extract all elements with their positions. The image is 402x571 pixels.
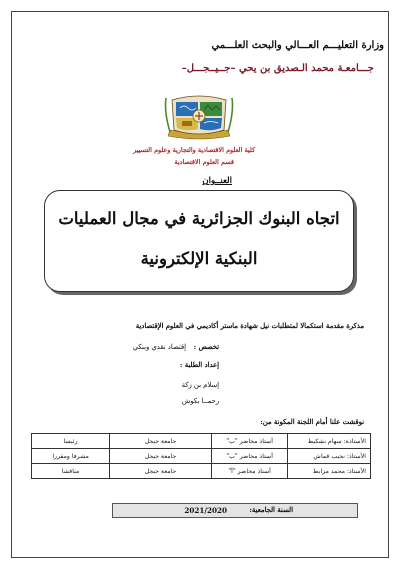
academic-year-label: السنة الجامعية: [249,506,293,514]
jury-member-role: مشرفا ومقررا [32,449,110,464]
jury-member-university: جامعة جيجل [110,449,212,464]
university-logo-icon [162,92,236,142]
department-name: قسم العلوم الاقتصادية [174,158,234,166]
jury-table [31,433,371,479]
jury-member-name: الأستاذة: سهام بشكيط [288,434,371,449]
jury-member-rank: أستاذ محاضر "أ" [211,464,288,479]
thesis-title-line-1: اتجاه البنوك الجزائرية في مجال العمليات [58,209,340,228]
jury-member-rank: أستاذ محاضر "ب" [211,434,288,449]
jury-member-name: الأستاذ: محمد مزابط [288,464,371,479]
jury-member-rank: أستاذ محاضر "ب" [211,449,288,464]
thesis-title-box [44,190,354,292]
committee-label: نوقشت علنا أمام اللجنة المكونة من: [260,418,364,426]
table-row [32,434,371,449]
jury-member-role: مناقشا [32,464,110,479]
academic-year-box [112,503,358,518]
jury-member-name: الأستاذ: نجيب قماش [288,449,371,464]
academic-year-value: 2021/2020 [184,505,227,515]
faculty-name: كلية العلوم الاقتصادية والتجارية وعلوم التسيير [133,146,255,154]
jury-member-role: رئيسا [32,434,110,449]
student-name: رحمــا بكوش [181,397,219,405]
university-name: جـــامعـة محمد الـصديق بن يحي –جــيــجـــل– [181,63,374,74]
ministry-name: وزارة التعليـــم العـــالي والبحث العلـــمي [211,40,384,51]
students-label: إعداد الطلبة : [179,361,219,369]
table-row [32,449,371,464]
memo-statement: مذكرة مقدمة استكمالا لمتطلبات نيل شهادة ماستر أكاديمي في العلوم الإقتصادية [135,322,364,330]
thesis-title-line-2: البنكية الإلكترونية [140,249,258,268]
table-row [32,464,371,479]
specialty-value: إقتصاد نقدي وبنكي [132,343,186,351]
student-name: إسلام بن زكة [181,381,219,389]
jury-member-university: جامعة جيجل [110,434,212,449]
specialty-label: تخصص : [193,343,219,351]
title-label: العنــوان [202,176,232,186]
jury-member-university: جامعة جيجل [110,464,212,479]
